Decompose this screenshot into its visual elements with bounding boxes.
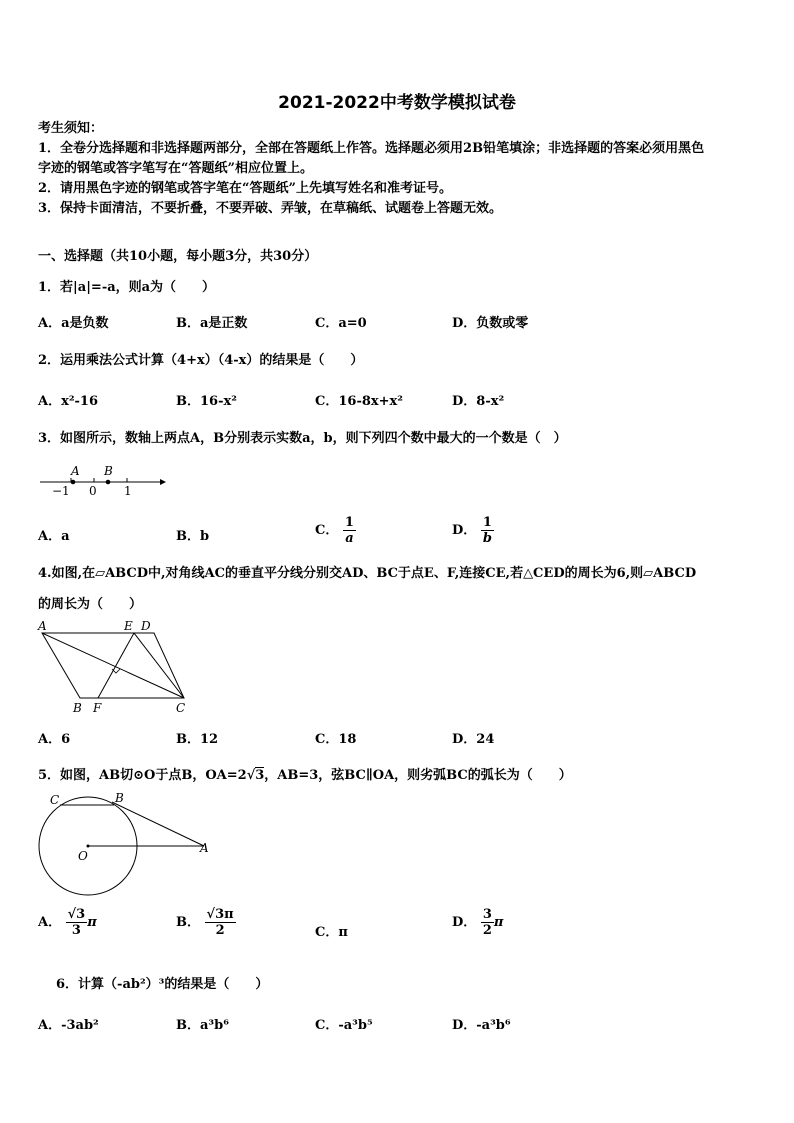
point-o-label: O bbox=[78, 849, 88, 863]
point-b-dot bbox=[106, 480, 111, 485]
q1-option-d: D．负数或零 bbox=[452, 316, 529, 331]
center-dot bbox=[87, 845, 90, 848]
vertex-f-label: F bbox=[93, 701, 102, 715]
q5-stem-part2: ，AB=3，弦BC∥OA，则劣弧BC的弧长为（ ） bbox=[264, 768, 572, 783]
q6-option-c: C．-a³b⁵ bbox=[315, 1018, 373, 1033]
q2-option-d: D．8-x² bbox=[452, 394, 505, 409]
notice-item: 1．全卷分选择题和非选择题两部分，全部在答题纸上作答。选择题必须用2B铅笔填涂；非选择题的答案必须用黑色 bbox=[38, 141, 705, 156]
q5-option-b bbox=[176, 907, 236, 938]
vertex-a-label: A bbox=[38, 619, 47, 633]
q5-b-denominator: 2 bbox=[215, 923, 225, 938]
q3-option-b: B．b bbox=[176, 529, 210, 544]
tick-0-label: 0 bbox=[89, 484, 97, 498]
q3-c-denominator: a bbox=[345, 531, 354, 546]
question-2-stem: 2．运用乘法公式计算（4+x）（4-x）的结果是（ ） bbox=[38, 353, 364, 368]
notice-item: 字迹的钢笔或答字笔写在“答题纸”相应位置上。 bbox=[38, 161, 313, 176]
segment-ef bbox=[98, 633, 134, 698]
q5-stem-radicand: 3 bbox=[255, 768, 265, 783]
q5-b-numerator: √3π bbox=[206, 907, 234, 922]
q4-option-c: C．18 bbox=[315, 732, 357, 747]
question-5-stem bbox=[38, 764, 572, 783]
number-line-figure bbox=[38, 462, 168, 500]
point-b-label: B bbox=[104, 464, 113, 478]
q1-option-b: B．a是正数 bbox=[176, 316, 248, 331]
q5-stem-part1: 5．如图，AB切⊙O于点B，OA=2 bbox=[38, 768, 247, 783]
q3-c-prefix: C． bbox=[315, 523, 339, 538]
q1-option-c: C．a=0 bbox=[315, 316, 367, 331]
q5-d-numerator: 3 bbox=[482, 907, 492, 922]
point-c-label: C bbox=[50, 793, 60, 807]
q3-d-denominator: b bbox=[482, 531, 492, 546]
q5-a-prefix: A． bbox=[38, 915, 62, 930]
q5-d-prefix: D． bbox=[452, 915, 477, 930]
q5-a-numerator: √3 bbox=[67, 907, 86, 922]
q2-option-c: C．16-8x+x² bbox=[315, 394, 403, 409]
q6-option-b: B．a³b⁶ bbox=[176, 1018, 229, 1033]
notice-heading: 考生须知： bbox=[38, 121, 104, 136]
q5-b-prefix: B． bbox=[176, 915, 200, 930]
question-3-stem: 3．如图所示，数轴上两点A，B分别表示实数a，b，则下列四个数中最大的一个数是（ ） bbox=[38, 431, 567, 446]
q2-option-b: B．16-x² bbox=[176, 394, 237, 409]
question-4-stem-line2: 的周长为（ ） bbox=[38, 597, 143, 612]
q5-a-fraction bbox=[66, 907, 88, 938]
q3-option-a: A．a bbox=[38, 529, 70, 544]
tangent-ab bbox=[112, 802, 204, 846]
q6-option-a: A．-3ab² bbox=[38, 1018, 99, 1033]
tick-neg1-label: −1 bbox=[52, 484, 70, 498]
vertex-e-label: E bbox=[124, 619, 133, 633]
q3-option-d bbox=[452, 515, 494, 546]
section-heading: 一、选择题（共10小题，每小题3分，共30分） bbox=[38, 249, 318, 264]
q3-c-fraction bbox=[343, 515, 356, 546]
q5-option-a bbox=[38, 907, 97, 938]
point-a-label: A bbox=[200, 841, 209, 855]
parallelogram-figure bbox=[36, 618, 196, 718]
q4-option-b: B．12 bbox=[176, 732, 219, 747]
sqrt-icon: √ bbox=[246, 768, 256, 783]
question-6-stem: 6．计算（-ab²）³的结果是（ ） bbox=[56, 977, 269, 992]
q5-option-c: C．π bbox=[315, 925, 348, 940]
notice-item: 2．请用黑色字迹的钢笔或答字笔在“答题纸”上先填写姓名和准考证号。 bbox=[38, 181, 453, 196]
q3-option-c bbox=[315, 515, 356, 546]
q2-option-a: A．x²-16 bbox=[38, 394, 99, 409]
q4-option-a: A．6 bbox=[38, 732, 71, 747]
page-title: 2021-2022中考数学模拟试卷 bbox=[278, 93, 516, 113]
question-1-stem: 1．若|a|=-a，则a为（ ） bbox=[38, 280, 216, 295]
circle-tangent-figure bbox=[34, 790, 219, 902]
q6-option-d: D．-a³b⁶ bbox=[452, 1018, 511, 1033]
q1-option-a: A．a是负数 bbox=[38, 316, 109, 331]
vertex-c-label: C bbox=[176, 701, 186, 715]
arrow-icon bbox=[160, 479, 166, 485]
q5-d-denominator: 2 bbox=[482, 923, 492, 938]
q5-a-denominator: 3 bbox=[71, 923, 81, 938]
q3-d-fraction bbox=[481, 515, 494, 546]
q4-option-d: D．24 bbox=[452, 732, 495, 747]
q5-option-d bbox=[452, 907, 503, 938]
vertex-b-label: B bbox=[73, 701, 82, 715]
diagonal-ac bbox=[42, 633, 184, 698]
q5-d-fraction bbox=[481, 907, 494, 938]
question-4-stem-line1: 4.如图,在▱ABCD中,对角线AC的垂直平分线分别交AD、BC于点E、F,连接CE,若△CED的周长为6,则▱ABCD bbox=[38, 566, 697, 581]
q5-a-suffix: π bbox=[87, 915, 97, 930]
q5-d-suffix: π bbox=[493, 915, 504, 930]
tick-1-label: 1 bbox=[124, 484, 132, 498]
q3-d-numerator: 1 bbox=[482, 515, 492, 530]
q3-c-numerator: 1 bbox=[344, 515, 354, 530]
point-a-dot bbox=[71, 480, 76, 485]
vertex-d-label: D bbox=[141, 619, 151, 633]
q3-d-prefix: D． bbox=[452, 523, 477, 538]
notice-item: 3．保持卡面清洁，不要折叠，不要弄破、弄皱，在草稿纸、试题卷上答题无效。 bbox=[38, 201, 503, 216]
point-a-label: A bbox=[71, 464, 80, 478]
point-b-label: B bbox=[115, 791, 124, 805]
q5-b-fraction bbox=[205, 907, 236, 938]
